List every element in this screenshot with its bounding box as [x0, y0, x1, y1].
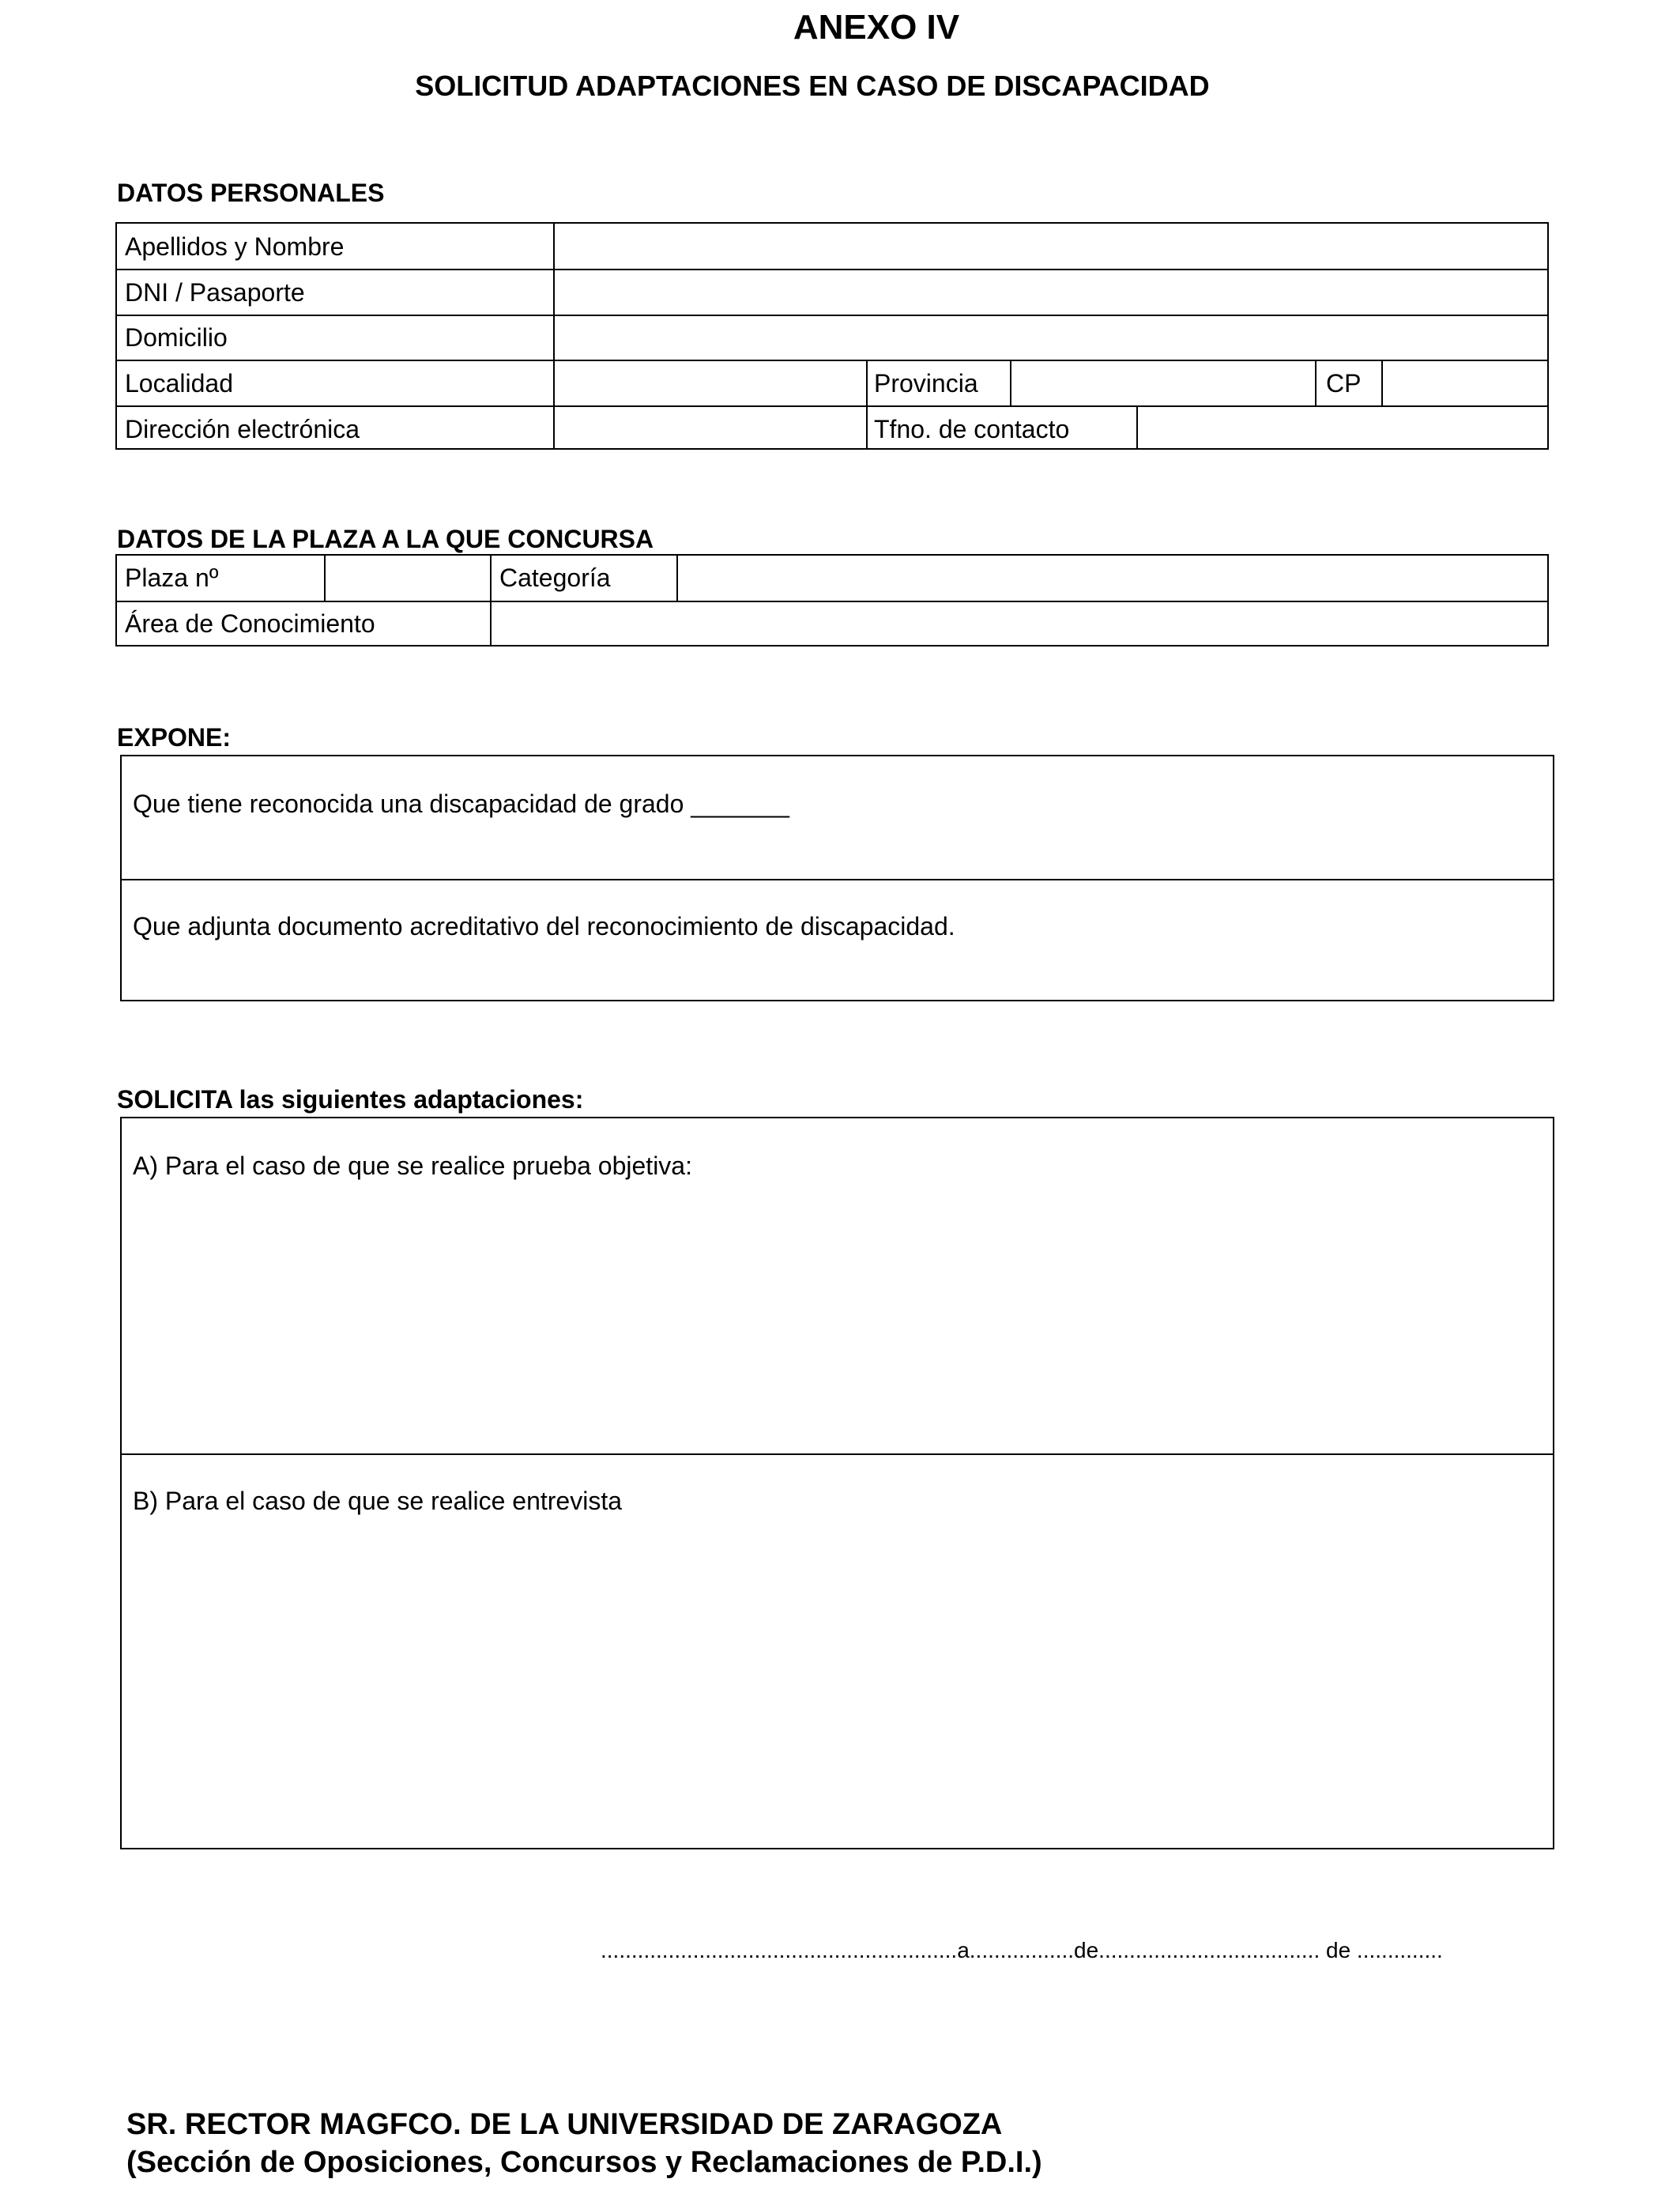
option-b-label: B) Para el caso de que se realice entrevista — [133, 1487, 622, 1515]
city-field[interactable] — [556, 362, 864, 404]
addressee-line-1: SR. RECTOR MAGFCO. DE LA UNIVERSIDAD DE ZARAGOZA — [126, 2108, 1003, 2141]
place-date-line: ..........................................................a.................de.................................... de .............. — [601, 1938, 1443, 1962]
option-b-field[interactable] — [133, 1532, 1539, 1833]
table-column-divider — [553, 224, 555, 450]
table-column-divider — [676, 556, 678, 601]
address-field[interactable] — [556, 317, 1546, 358]
table-row-divider — [117, 360, 1549, 361]
option-a-label: A) Para el caso de que se realice prueba objetiva: — [133, 1152, 692, 1180]
table-column-divider — [1010, 360, 1011, 405]
table-column-divider — [490, 556, 492, 647]
city-label: Localidad — [125, 369, 233, 398]
solicita-heading: SOLICITA las siguientes adaptaciones: — [117, 1085, 584, 1114]
annex-title: ANEXO IV — [793, 8, 960, 47]
address-label: Domicilio — [125, 323, 228, 352]
email-label: Dirección electrónica — [125, 415, 360, 443]
option-a-field[interactable] — [133, 1197, 1539, 1442]
addressee-line-2: (Sección de Oposiciones, Concursos y Reclamaciones de P.D.I.) — [126, 2146, 1042, 2179]
table-row-divider — [117, 405, 1549, 407]
phone-field[interactable] — [1139, 408, 1546, 448]
personal-data-heading: DATOS PERSONALES — [117, 179, 385, 207]
name-label: Apellidos y Nombre — [125, 232, 345, 261]
box-divider — [122, 879, 1554, 880]
table-column-divider — [1315, 360, 1317, 405]
personal-data-table — [115, 222, 1549, 450]
category-field[interactable] — [680, 557, 1546, 599]
table-column-divider — [1381, 360, 1383, 405]
name-field[interactable] — [556, 225, 1546, 267]
province-label: Provincia — [874, 369, 978, 398]
email-field[interactable] — [556, 408, 864, 448]
table-row-divider — [117, 315, 1549, 316]
postcode-label: CP — [1326, 369, 1362, 398]
position-data-table — [115, 554, 1549, 647]
id-field[interactable] — [556, 271, 1546, 313]
attached-document-statement: Que adjunta documento acreditativo del reconocimiento de discapacidad. — [133, 912, 955, 941]
table-column-divider — [324, 556, 326, 601]
post-number-label: Plaza nº — [125, 564, 219, 592]
table-column-divider — [866, 360, 868, 450]
table-column-divider — [1136, 405, 1138, 450]
disability-degree-statement: Que tiene reconocida una discapacidad de grado _______ — [133, 790, 789, 818]
postcode-field[interactable] — [1384, 362, 1546, 404]
table-row-divider — [117, 601, 1549, 602]
area-field[interactable] — [493, 603, 1546, 645]
solicita-box — [120, 1117, 1554, 1849]
post-number-field[interactable] — [327, 557, 488, 599]
province-field[interactable] — [1013, 362, 1313, 404]
document-title: SOLICITUD ADAPTACIONES EN CASO DE DISCAPACIDAD — [415, 70, 1210, 102]
box-divider — [122, 1453, 1554, 1455]
category-label: Categoría — [499, 564, 611, 592]
expone-heading: EXPONE: — [117, 723, 232, 752]
id-label: DNI / Pasaporte — [125, 278, 305, 307]
expone-box — [120, 755, 1554, 1001]
table-row-divider — [117, 269, 1549, 270]
area-label: Área de Conocimiento — [125, 609, 375, 638]
phone-label: Tfno. de contacto — [874, 415, 1070, 443]
position-data-heading: DATOS DE LA PLAZA A LA QUE CONCURSA — [117, 525, 654, 553]
